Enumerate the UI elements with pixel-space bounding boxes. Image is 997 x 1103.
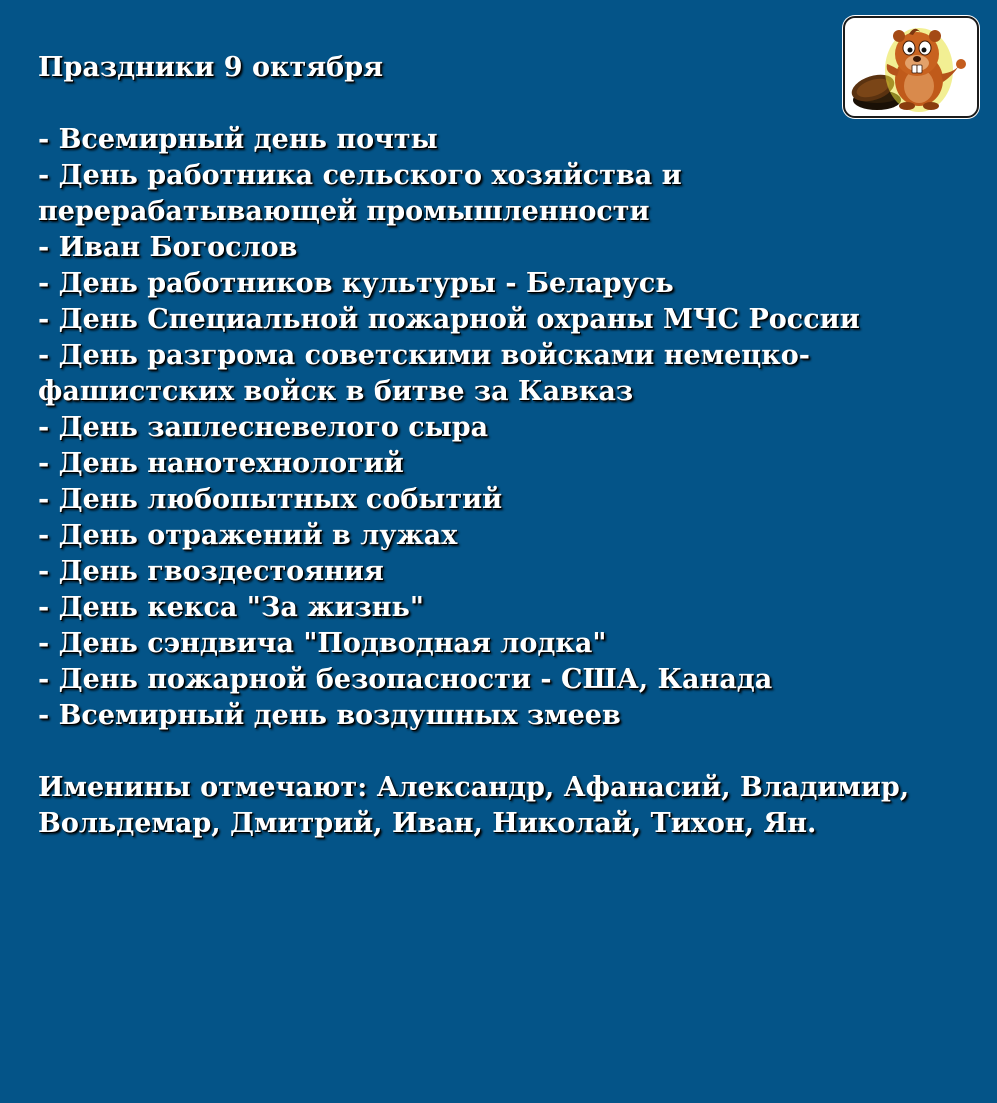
holiday-text-block (38, 50, 968, 842)
list-item: - День гвоздестояния (38, 556, 384, 587)
namedays-text: Именины отмечают: Александр, Афанасий, Владимир, Вольдемар, Дмитрий, Иван, Николай, Тихон, Ян. (38, 772, 910, 839)
list-item: - Иван Богослов (38, 232, 298, 263)
list-item: - День разгрома советскими войсками немецко-фашистских войск в битве за Кавказ (38, 340, 810, 407)
list-item: - День Специальной пожарной охраны МЧС России (38, 304, 860, 335)
logo (843, 16, 979, 118)
list-item: - Всемирный день почты (38, 124, 438, 155)
list-item: - День пожарной безопасности - США, Канада (38, 664, 773, 695)
page-title: Праздники 9 октября (38, 52, 384, 83)
list-item: - День кекса "За жизнь" (38, 592, 424, 623)
list-item: - День заплесневелого сыра (38, 412, 489, 443)
list-item: - День работников культуры - Беларусь (38, 268, 674, 299)
list-item: - Всемирный день воздушных змеев (38, 700, 621, 731)
holiday-list (38, 122, 968, 734)
list-item: - День нанотехнологий (38, 448, 404, 479)
list-item: - День отражений в лужах (38, 520, 458, 551)
list-item: - День любопытных событий (38, 484, 503, 515)
beaver-mascot-icon (845, 18, 977, 116)
list-item: - День сэндвича "Подводная лодка" (38, 628, 607, 659)
list-item: - День работника сельского хозяйства и перерабатывающей промышленности (38, 160, 682, 227)
